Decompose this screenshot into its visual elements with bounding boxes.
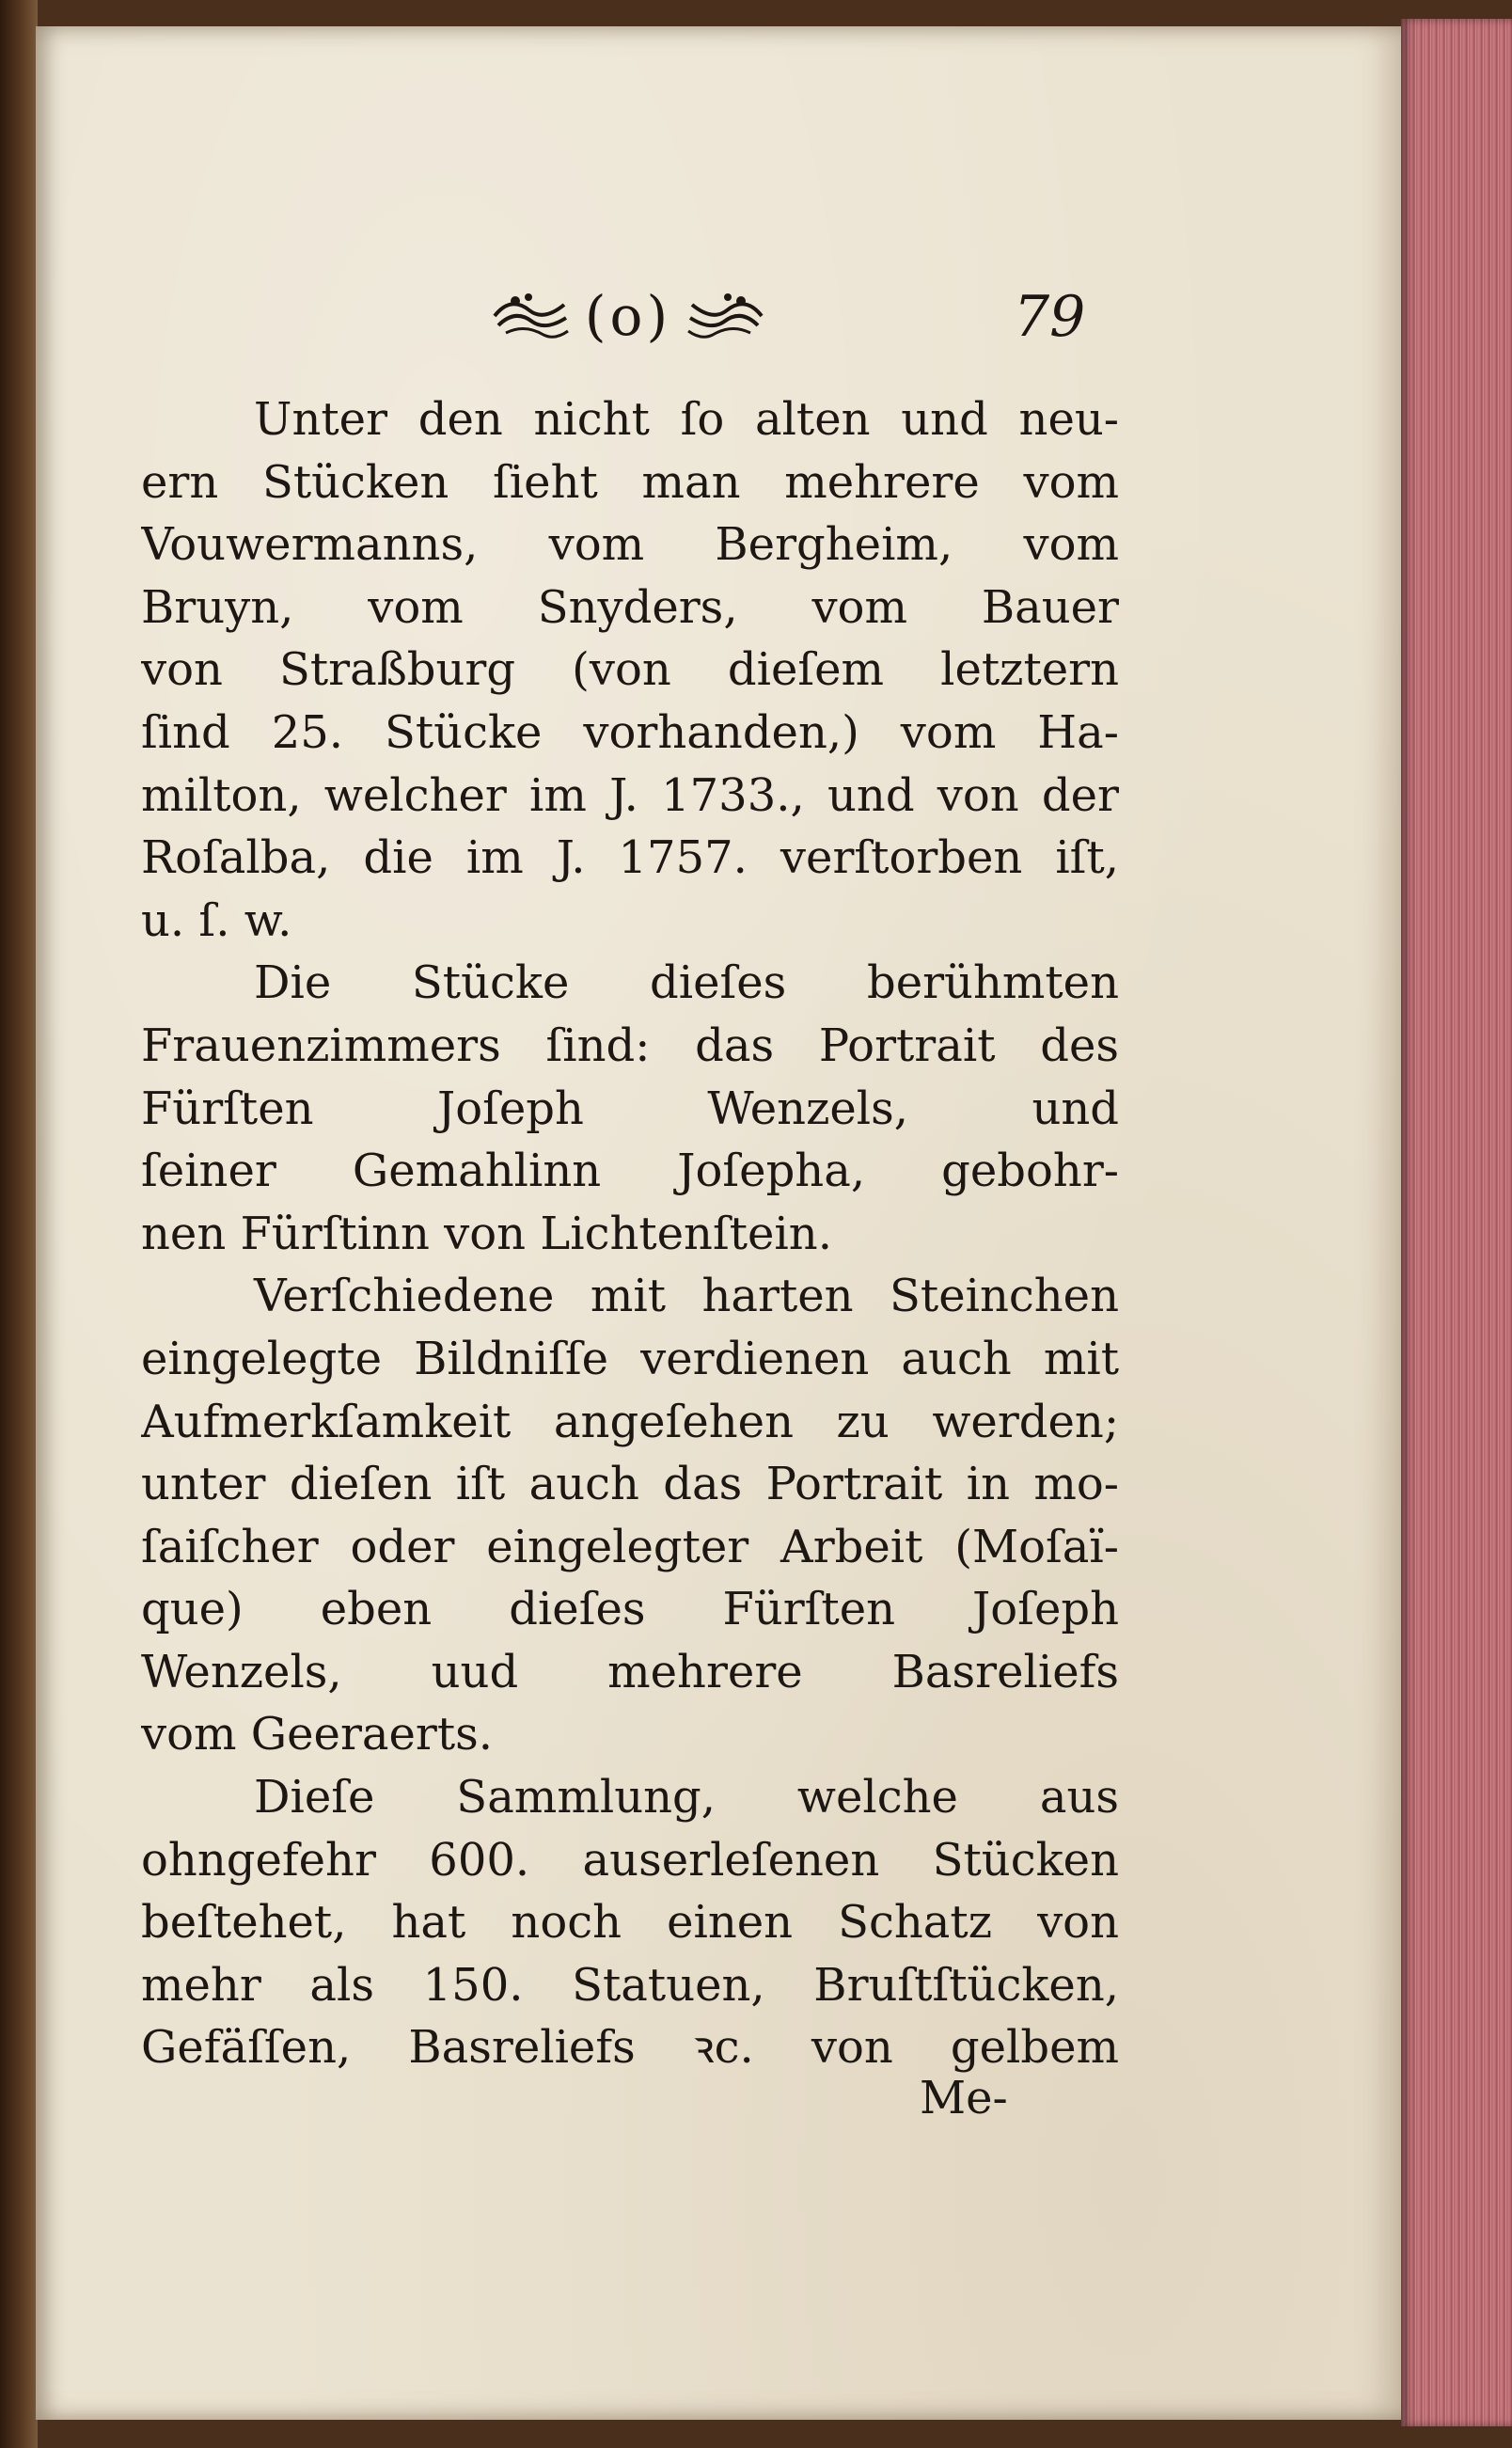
page-number: 79 (1014, 284, 1086, 350)
text-line: ern Stücken ſieht man mehrere vom (141, 455, 1119, 509)
text-line: Verſchiedene mit harten Steinchen (254, 1270, 1119, 1323)
text-line: milton, welcher im J. 1733., und von der (141, 768, 1119, 822)
text-line: Roſalba, die im J. 1757. verſtorben iſt, (141, 831, 1119, 885)
running-header (36, 278, 1401, 354)
paragraph (141, 388, 1119, 952)
text-line: ſeiner Gemahlinn Joſepha, gebohr- (141, 1145, 1119, 1198)
paragraph (141, 952, 1119, 1265)
text-line: ohngefehr 600. auserleſenen Stücken (141, 1833, 1119, 1887)
book-page (36, 26, 1401, 2420)
text-line: Wenzels, uud mehrere Basreliefs (141, 1645, 1119, 1698)
right-ornament-icon (685, 288, 769, 344)
text-line: Bruyn, vom Snyders, vom Bauer (141, 580, 1119, 634)
text-line: Frauenzimmers ſind: das Portrait des (141, 1019, 1119, 1072)
text-line: Dieſe Sammlung, welche aus (254, 1771, 1119, 1824)
text-line: Die Stücke dieſes berühmten (254, 956, 1119, 1010)
catchword: Me- (920, 2072, 1008, 2124)
text-line: que) eben dieſes Fürſten Joſeph (141, 1583, 1119, 1636)
text-line: Gefäſſen, Basreliefs ꝛc. von gelbem (141, 2021, 1119, 2075)
text-line: eingelegte Bildniſſe verdienen auch mit (141, 1332, 1119, 1385)
text-line: beſtehet, hat noch einen Schatz von (141, 1896, 1119, 1950)
text-line: ſaiſcher oder eingelegter Arbeit (Moſaï- (141, 1520, 1119, 1573)
text-line: ſind 25. Stücke vorhanden,) vom Ha- (141, 705, 1119, 759)
body-text (141, 388, 1119, 2079)
header-ornament-group (449, 278, 807, 354)
page-edges (1401, 19, 1512, 2426)
header-mark: (o) (584, 284, 672, 348)
text-line: Aufmerkſamkeit angeſehen zu werden; (141, 1395, 1119, 1448)
text-line: nen Fürſtinn von Lichtenſtein. (141, 1207, 832, 1260)
left-ornament-icon (487, 288, 572, 344)
text-line: vom Geeraerts. (141, 1708, 494, 1761)
text-line: unter dieſen iſt auch das Portrait in mo- (141, 1458, 1119, 1511)
text-line: mehr als 150. Statuen, Bruſtſtücken, (141, 1958, 1119, 2012)
book-binding (0, 0, 38, 2448)
text-line: Unter den nicht ſo alten und neu- (254, 393, 1119, 446)
text-line: Vouwermanns, vom Bergheim, vom (141, 518, 1119, 572)
text-line: u. ſ. w. (141, 893, 292, 947)
paragraph (141, 1766, 1119, 2079)
paragraph (141, 1265, 1119, 1766)
text-line: von Straßburg (von dieſem letztern (141, 643, 1119, 697)
text-line: Fürſten Joſeph Wenzels, und (141, 1082, 1119, 1135)
